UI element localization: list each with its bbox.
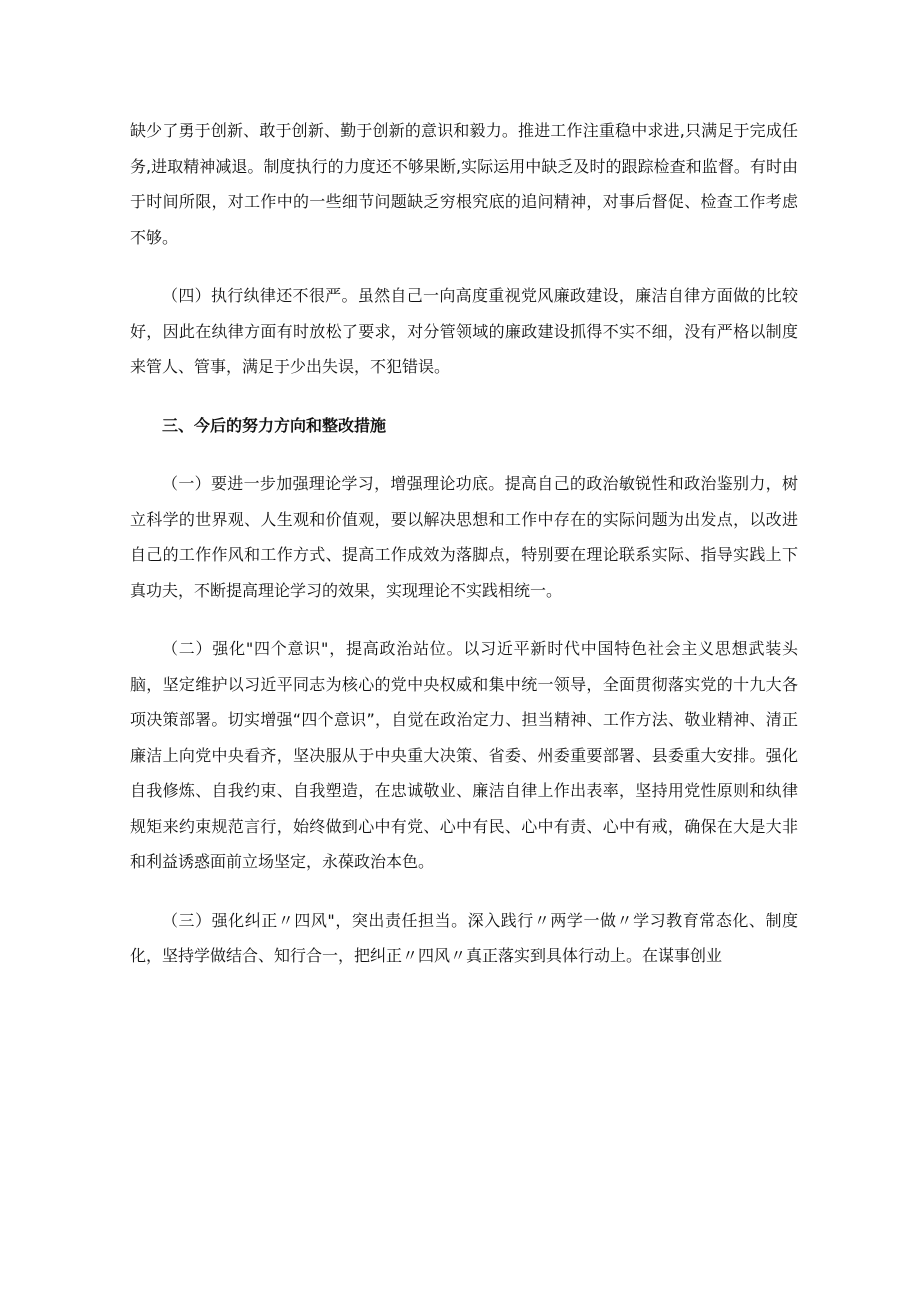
paragraph-four-winds: （三）强化纠正〃四风"，突出责任担当。深入践行〃两学一做〃学习教育常态化、制度化，坚持学做结合、知行合一，把纠正〃四风〃真正落实到具体行动上。在谋事创业 xyxy=(130,910,798,965)
paragraph-continuation: 缺少了勇于创新、敢于创新、勤于创新的意识和毅力。推进工作注重稳中求进,只满足于完成任务,进取精神减退。制度执行的力度还不够果断,实际运用中缺乏及时的跟踪检查和监督。有时由于时间所限，对工作中的一些细节问题缺乏穷根究底的追问精神，对事后督促、检查工作考虑不够。 xyxy=(130,121,798,247)
section-heading: 三、今后的努力方向和整改措施 xyxy=(162,415,387,435)
paragraph-four-consciousness: （二）强化"四个意识"，提高政治站位。以习近平新时代中国特色社会主义思想武装头脑，坚定维护以习近平同志为核心的党中央权威和集中统一领导，全面贯彻落实党的十九大各项决策部署。切实增强“四个意识”，自觉在政治定力、担当精神、工作方法、敬业精神、清正廉洁上向党中央看齐，坚决服从于中央重大决策、省委、州委重要部署、县委重大安排。强化自我修炼、自我约束、自我塑造，在忠诚敬业、廉洁自律上作出表率，坚持用党性原则和纨律规矩来约束规范言行，始终做到心中有党、心中有民、心中有责、心中有戒，确保在大是大非和利益诱惑面前立场坚定，永葆政治本色。 xyxy=(130,639,798,871)
paragraph-discipline: （四）执行纨律还不很严。虽然自己一向高度重视党风廉政建设，廉洁自律方面做的比较好，因此在纨律方面有时放松了要求，对分管领域的廉政建设抓得不实不细，没有严格以制度来管人、管事，满足于少出失误，不犯错误。 xyxy=(130,286,798,376)
document-body xyxy=(130,113,798,997)
paragraph-theory-study: （一）要进一步加强理论学习，增强理论功底。提高自己的政治敏锐性和政治鉴别力，树立科学的世界观、人生观和价值观，要以解决思想和工作中存在的实际问题为出发点，以改进自己的工作作风和工作方式、提高工作成效为落脚点，特别要在理论联系实际、指导实践上下真功夫，不断提高理论学习的效果，实现理论不实践相统一。 xyxy=(130,474,798,600)
